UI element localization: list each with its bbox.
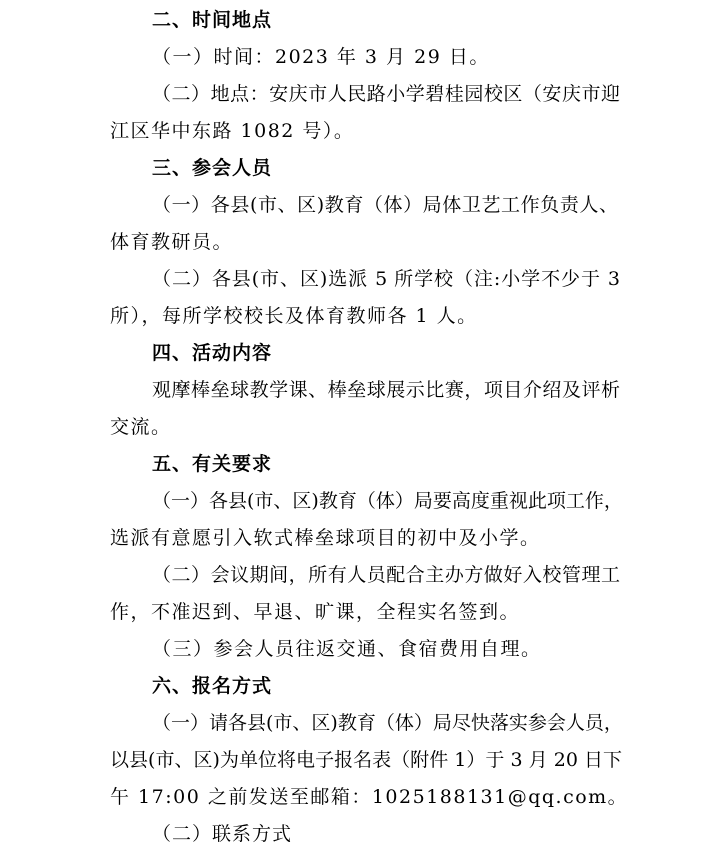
paragraph-requirements-1-line-2: 选派有意愿引入软式棒垒球项目的初中及小学。	[110, 527, 541, 549]
paragraph-place-line-2: 江区华中东路 1082 号）。	[110, 120, 355, 142]
section-heading-participants: 三、参会人员	[152, 157, 273, 179]
paragraph-requirements-1-line-1: （一）各县(市、区)教育（体）局要高度重视此项工作，	[152, 490, 623, 512]
paragraph-participants-1-line-2: 体育教研员。	[110, 231, 234, 253]
paragraph-participants-1-line-1: （一）各县(市、区)教育（体）局体卫艺工作负责人、	[152, 194, 618, 216]
section-heading-requirements: 五、有关要求	[152, 453, 273, 475]
paragraph-requirements-2-line-2: 作，不准迟到、早退、旷课，全程实名签到。	[110, 601, 521, 623]
paragraph-participants-2-line-1: （二）各县(市、区)选派 5 所学校（注:小学不少于 3	[152, 268, 620, 290]
paragraph-requirements-3: （三）参会人员往返交通、食宿费用自理。	[152, 638, 542, 660]
section-heading-activities: 四、活动内容	[152, 342, 273, 364]
paragraph-participants-2-line-2: 所），每所学校校长及体育教师各 1 人。	[110, 305, 478, 327]
section-heading-registration: 六、报名方式	[152, 675, 273, 697]
subheading-contact: （二）联系方式	[152, 823, 293, 845]
paragraph-requirements-2-line-1: （二）会议期间，所有人员配合主办方做好入校管理工	[152, 564, 620, 586]
paragraph-time: （一）时间：2023 年 3 月 29 日。	[152, 46, 490, 68]
paragraph-registration-1-line-3: 午 17:00 之前发送至邮箱：1025188131@qq.com。	[110, 786, 629, 808]
paragraph-place-line-1: （二）地点：安庆市人民路小学碧桂园校区（安庆市迎	[152, 83, 620, 105]
paragraph-activities-line-2: 交流。	[110, 416, 172, 438]
paragraph-activities-line-1: 观摩棒垒球教学课、棒垒球展示比赛，项目介绍及评析	[152, 379, 620, 401]
paragraph-registration-1-line-2: 以县(市、区)为单位将电子报名表（附件 1）于 3 月 20 日下	[110, 749, 622, 771]
section-heading-time-place: 二、时间地点	[152, 9, 273, 31]
paragraph-registration-1-line-1: （一）请各县(市、区)教育（体）局尽快落实参会人员，	[152, 712, 623, 734]
